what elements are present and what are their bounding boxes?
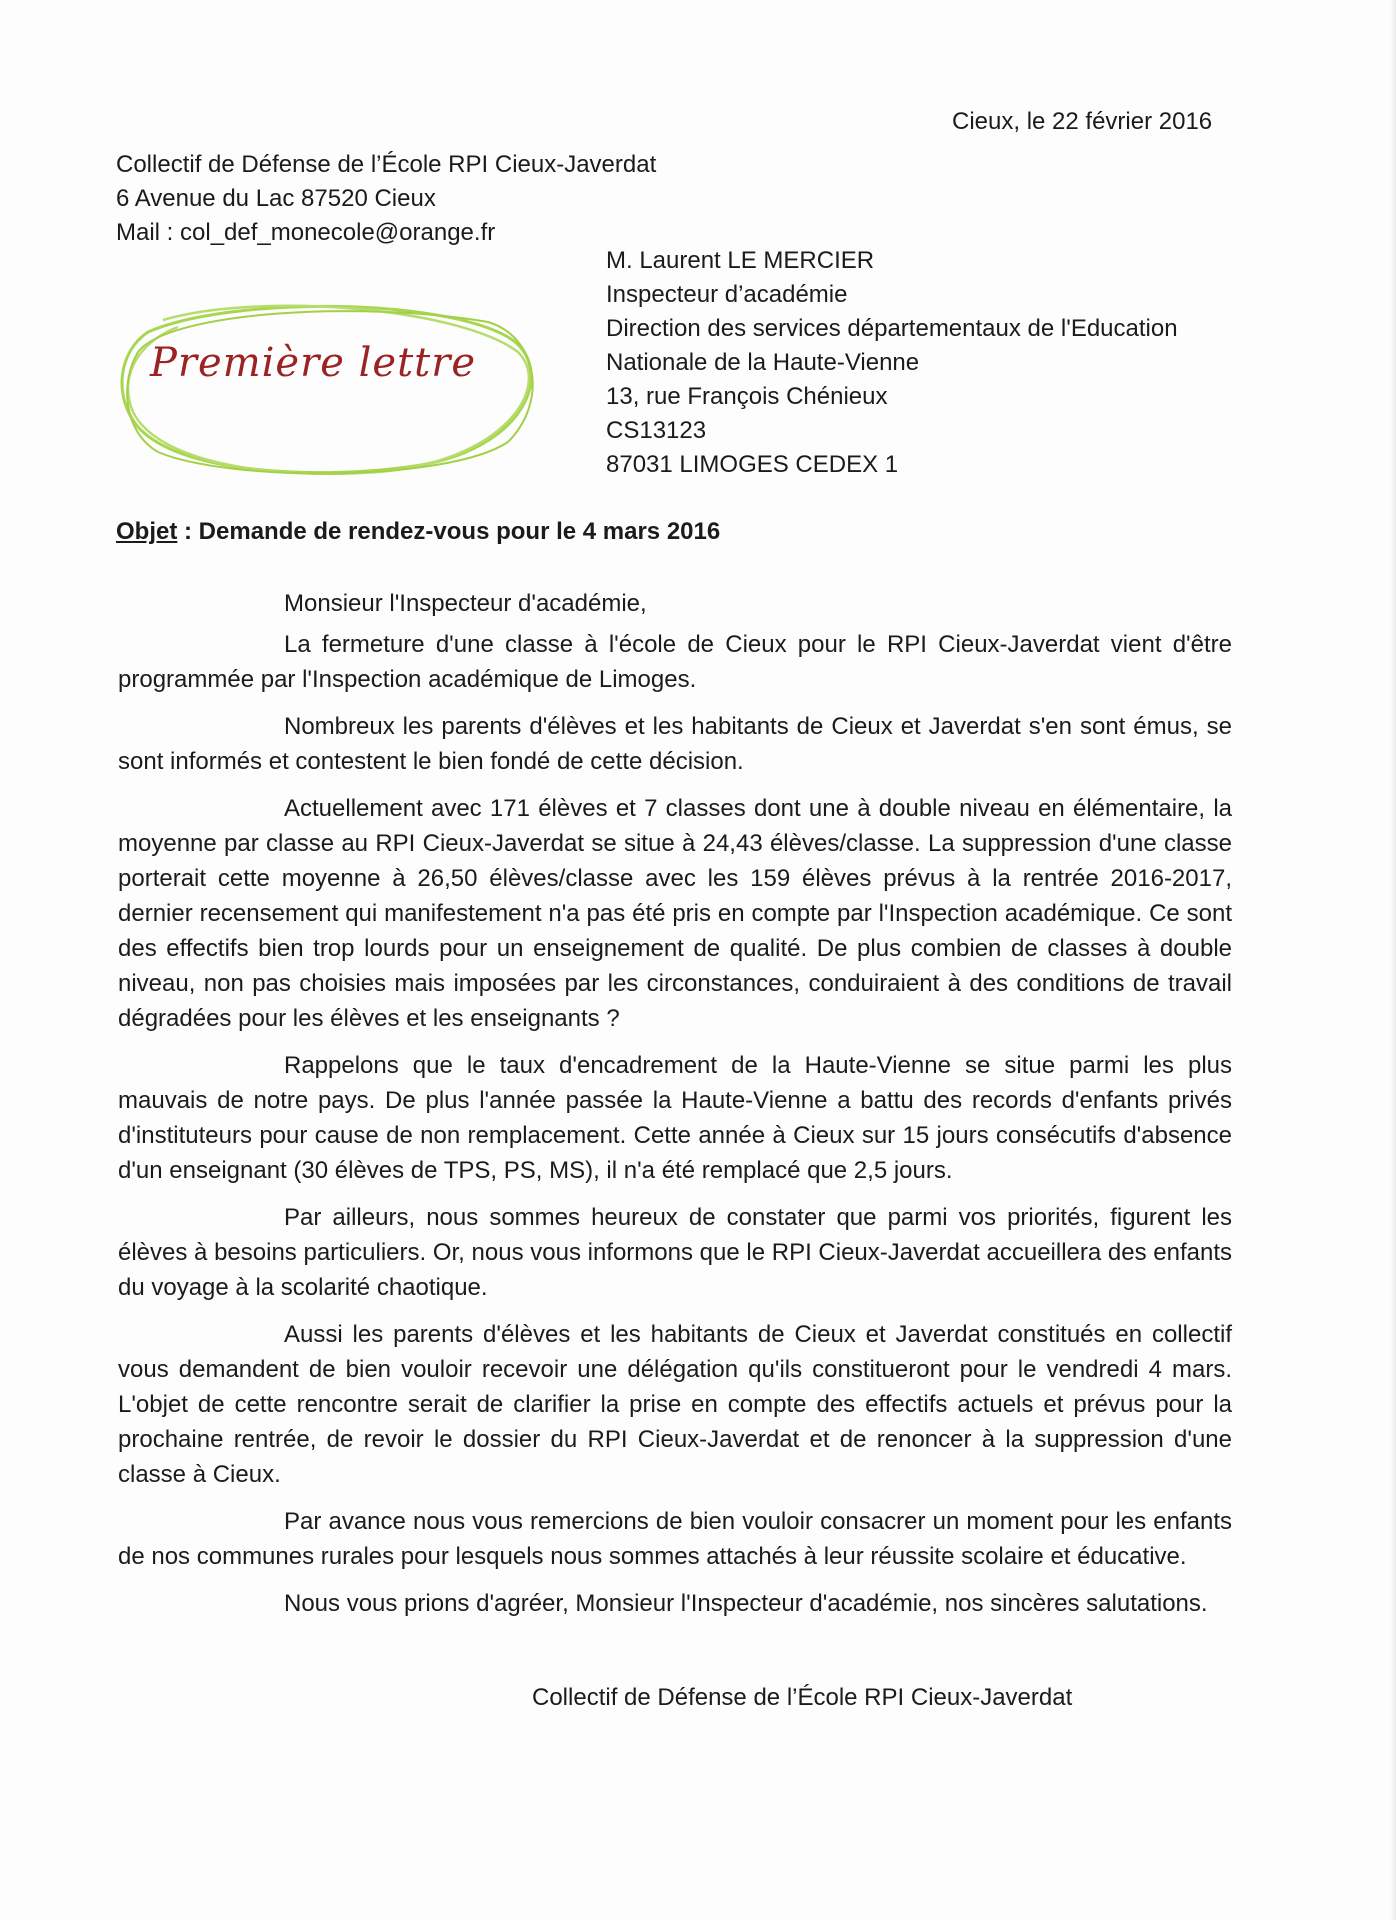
letter-date: Cieux, le 22 février 2016 xyxy=(952,108,1213,135)
paragraph: Par avance nous vous remercions de bien vouloir consacrer un moment pour les enfants de nos communes rurales pour lesquels nous sommes attachés à leur réussite scolaire et éducative. xyxy=(118,1508,1232,1570)
paragraph: Rappelons que le taux d'encadrement de la Haute-Vienne se situe parmi les plus mauvais de notre pays. De plus l'année passée la Haute-Vienne a battu des records d'enfants privés d'instituteurs pour cause de non remplacement. Cette année à Cieux sur 15 jours consécutifs d'absence d'un enseignant (30 élèves de TPS, PS, MS), il n'a été remplacé que 2,5 jours. xyxy=(118,1052,1232,1184)
paragraph: Par ailleurs, nous sommes heureux de constater que parmi vos priorités, figurent les élèves à besoins particuliers. Or, nous vous informons que le RPI Cieux-Javerdat accueillera des enfants du voyage à la scolarité chaotique. xyxy=(118,1204,1232,1301)
stamp-text: Première lettre xyxy=(150,340,477,386)
paragraph: La fermeture d'une classe à l'école de Cieux pour le RPI Cieux-Javerdat vient d'être programmée par l'Inspection académique de Limoges. xyxy=(118,631,1232,693)
recipient-name: M. Laurent LE MERCIER xyxy=(606,247,875,274)
scan-edge-shadow xyxy=(1390,0,1396,1920)
paragraph: Nous vous prions d'agréer, Monsieur l'Inspecteur d'académie, nos sincères salutations. xyxy=(284,1590,1208,1617)
recipient-box: CS13123 xyxy=(606,417,707,444)
subject-label: Objet xyxy=(116,518,178,545)
salutation: Monsieur l'Inspecteur d'académie, xyxy=(284,590,647,617)
recipient-org-line1: Direction des services départementaux de l'Education xyxy=(606,315,1178,342)
subject-text: : Demande de rendez-vous pour le 4 mars 2016 xyxy=(177,518,721,545)
sender-block xyxy=(116,148,656,250)
recipient-city: 87031 LIMOGES CEDEX 1 xyxy=(606,451,899,478)
signature: Collectif de Défense de l’École RPI Cieux-Javerdat xyxy=(532,1684,1073,1711)
letter-body xyxy=(118,586,1232,1633)
sender-email: Mail : col_def_monecole@orange.fr xyxy=(116,219,496,246)
recipient-street: 13, rue François Chénieux xyxy=(606,383,888,410)
stamp-ellipse xyxy=(108,292,548,482)
recipient-org-line2: Nationale de la Haute-Vienne xyxy=(606,349,920,376)
paragraph: Aussi les parents d'élèves et les habitants de Cieux et Javerdat constitués en collectif vous demandent de bien vouloir recevoir une délégation qu'ils constitueront pour le vendredi 4 mars. L'objet de cette rencontre serait de clarifier la prise en compte des effectifs actuels et prévus pour la prochaine rentrée, de revoir le dossier du RPI Cieux-Javerdat et de renoncer à la suppression d'une classe à Cieux. xyxy=(118,1321,1232,1488)
recipient-title: Inspecteur d’académie xyxy=(606,281,848,308)
paragraph: Actuellement avec 171 élèves et 7 classes dont une à double niveau en élémentaire, la moyenne par classe au RPI Cieux-Javerdat se situe à 24,43 élèves/classe. La suppression d'une classe porterait cette moyenne à 26,50 élèves/classe avec les 159 élèves prévus à la rentrée 2016-2017, dernier recensement qui manifestement n'a pas été pris en compte par l'Inspection académique. Ce sont des effectifs bien trop lourds pour un enseignement de qualité. De plus combien de classes à double niveau, non pas choisies mais imposées par les circonstances, conduiraient à des conditions de travail dégradées pour les élèves et les enseignants ? xyxy=(118,795,1232,1032)
paragraph: Nombreux les parents d'élèves et les habitants de Cieux et Javerdat s'en sont émus, se sont informés et contestent le bien fondé de cette décision. xyxy=(118,713,1232,775)
recipient-block xyxy=(606,244,1178,482)
sender-address: 6 Avenue du Lac 87520 Cieux xyxy=(116,185,436,212)
subject-line xyxy=(116,518,720,546)
sender-name: Collectif de Défense de l’École RPI Cieux-Javerdat xyxy=(116,151,657,178)
